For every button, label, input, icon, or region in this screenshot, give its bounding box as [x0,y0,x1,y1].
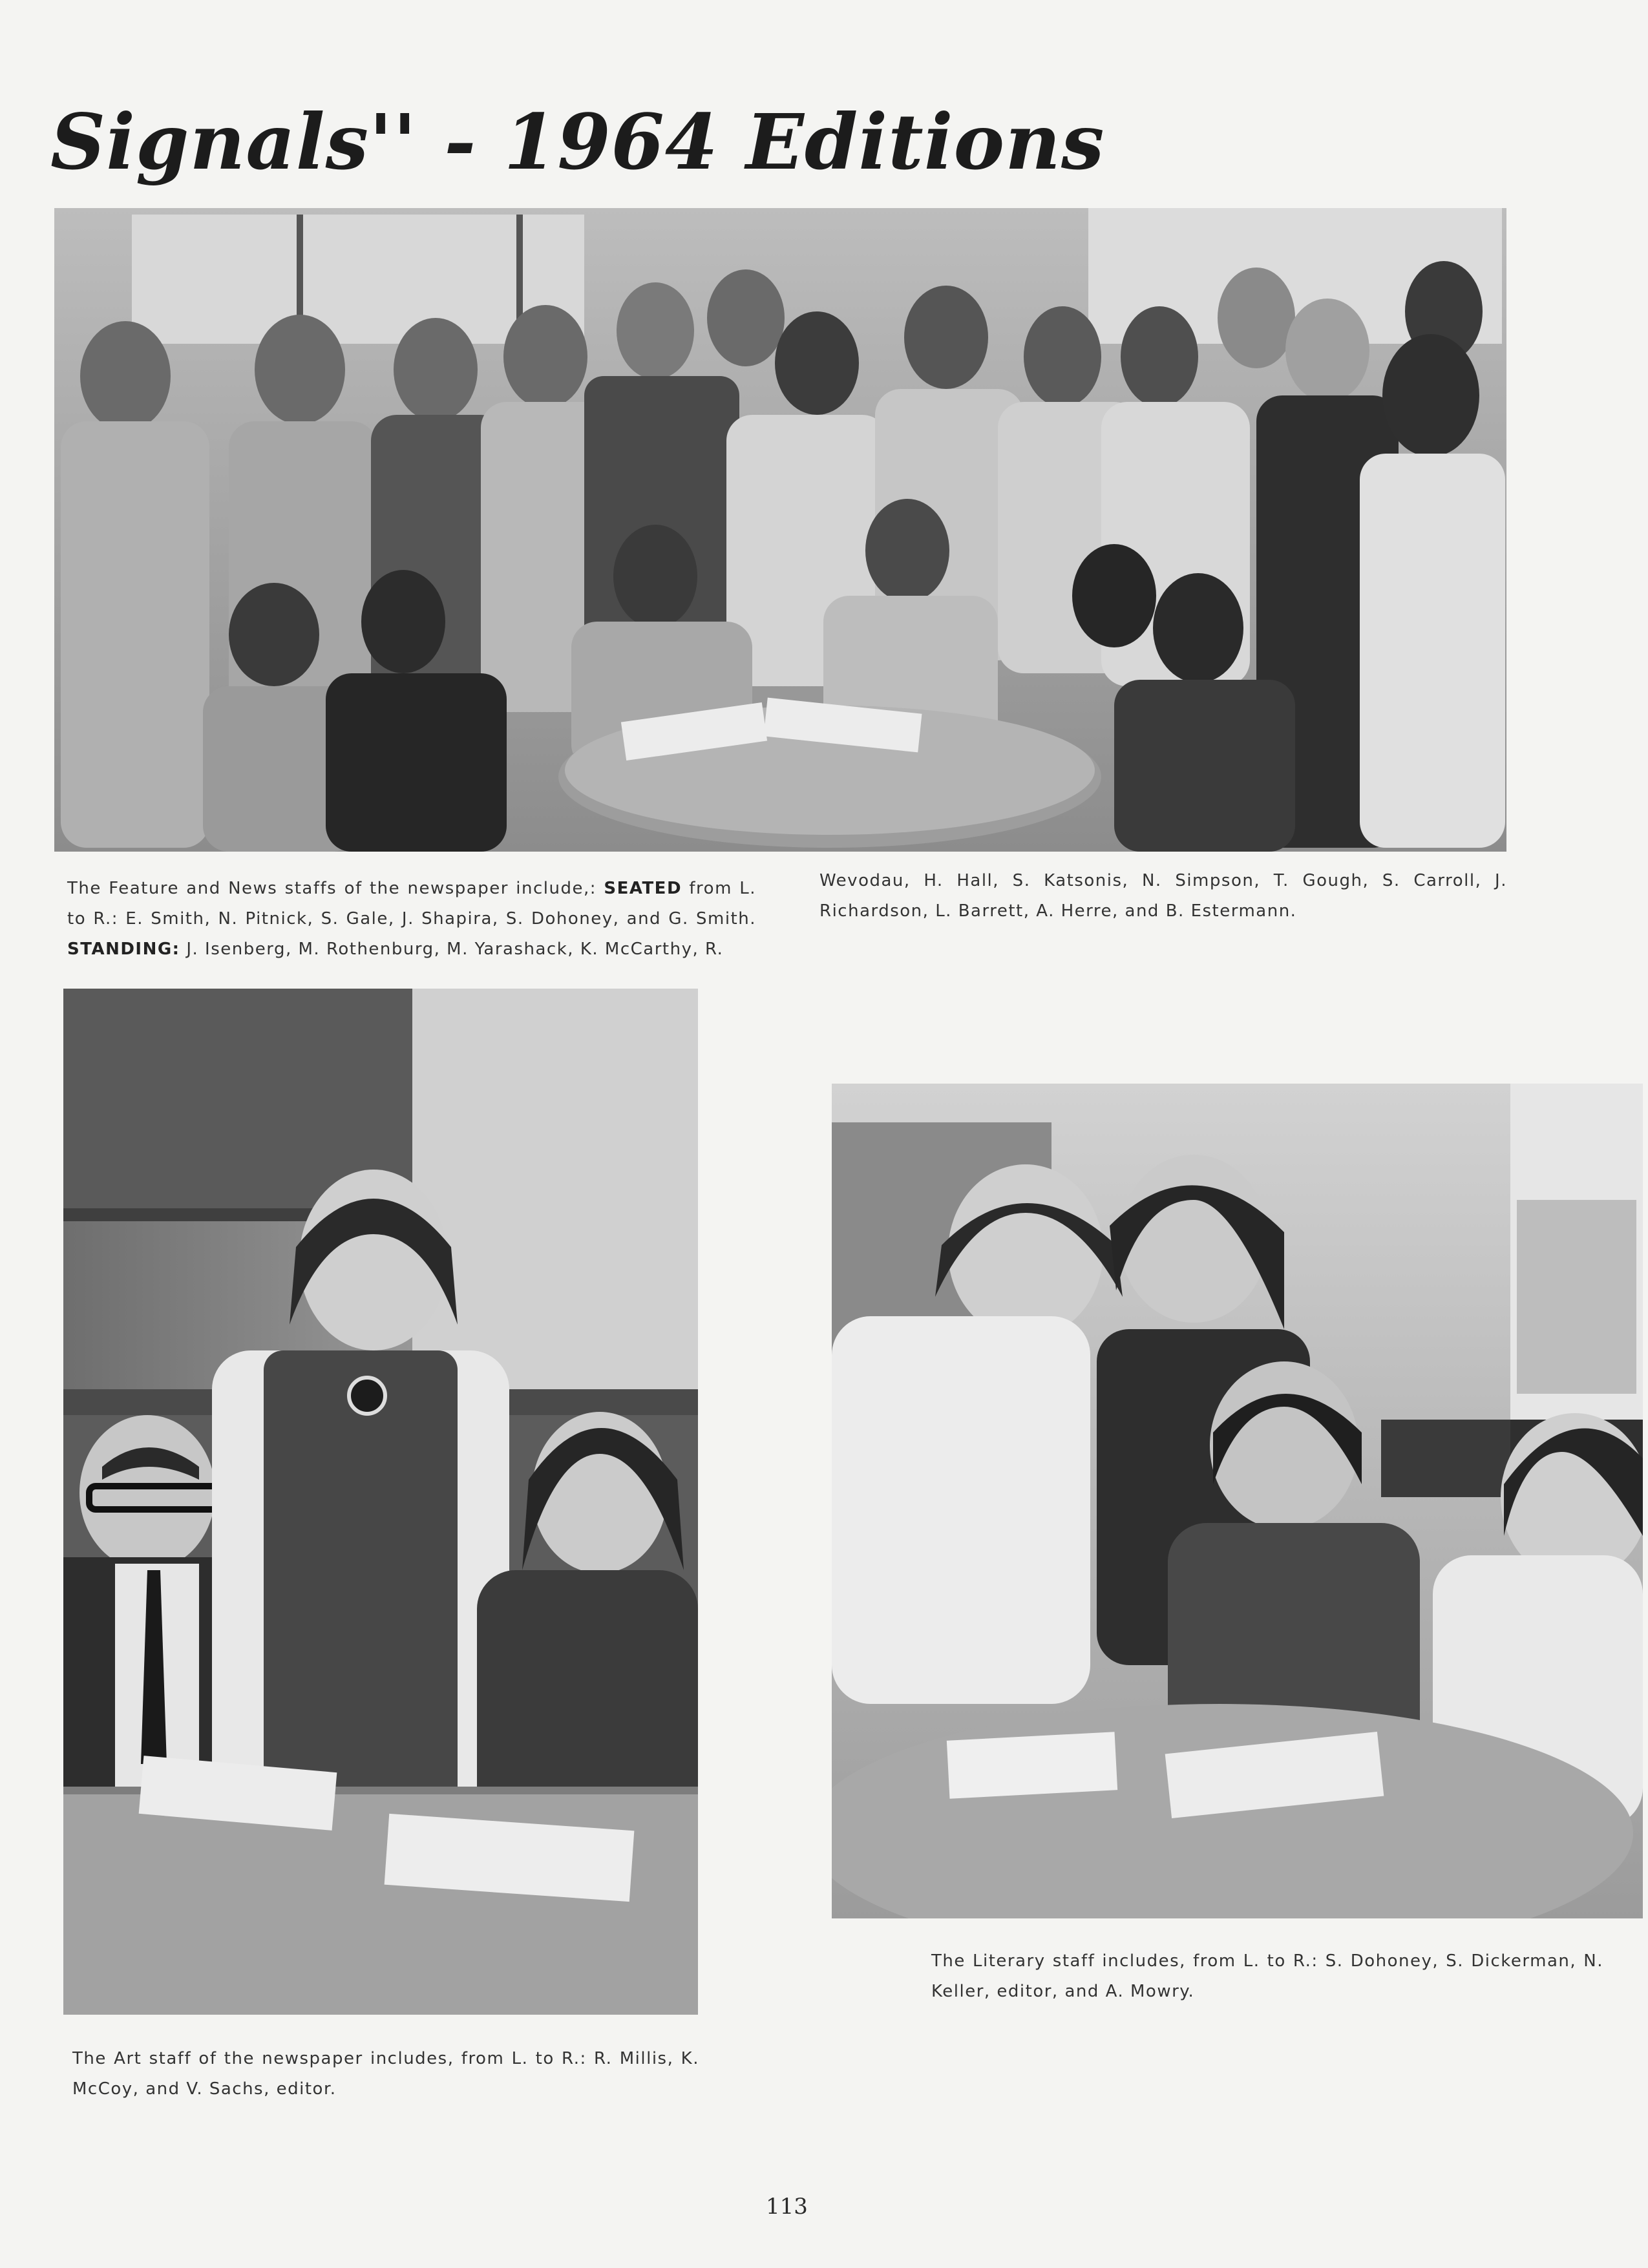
caption-intro: The Feature and News staffs of the newspaper include,: [67,879,597,898]
group-photo-caption-continued: Wevodau, H. Hall, S. Katsonis, N. Simpson, T. Gough, S. Carroll, J. Richardson, L. Barrett, A. Herre, and B. Estermann. [819,871,1507,921]
literary-staff-photo [832,1084,1643,1918]
page-title: Signals'' - 1964 Editions [50,97,1105,187]
newspaper-staff-group-photo [54,208,1506,852]
caption-standing-label: STANDING: [67,940,180,959]
caption-standing-names: J. Isenberg, M. Rothenburg, M. Yarashack, K. McCarthy, R. [186,940,724,959]
page-number: 113 [766,2194,808,2220]
group-photo-caption [67,874,756,965]
art-staff-caption: The Art staff of the newspaper includes, from L. to R.: R. Millis, K. McCoy, and V. Sachs, editor. [72,2049,699,2099]
literary-staff-caption: The Literary staff includes, from L. to R.: S. Dohoney, S. Dickerman, N. Keller, editor, and A. Mowry. [931,1951,1603,2001]
caption-seated-names: from L. to R.: E. Smith, N. Pitnick, S. Gale, J. Shapira, S. Dohoney, and G. Smith. [67,879,756,929]
caption-seated-label: SEATED [604,879,682,898]
art-staff-photo [63,989,698,2015]
